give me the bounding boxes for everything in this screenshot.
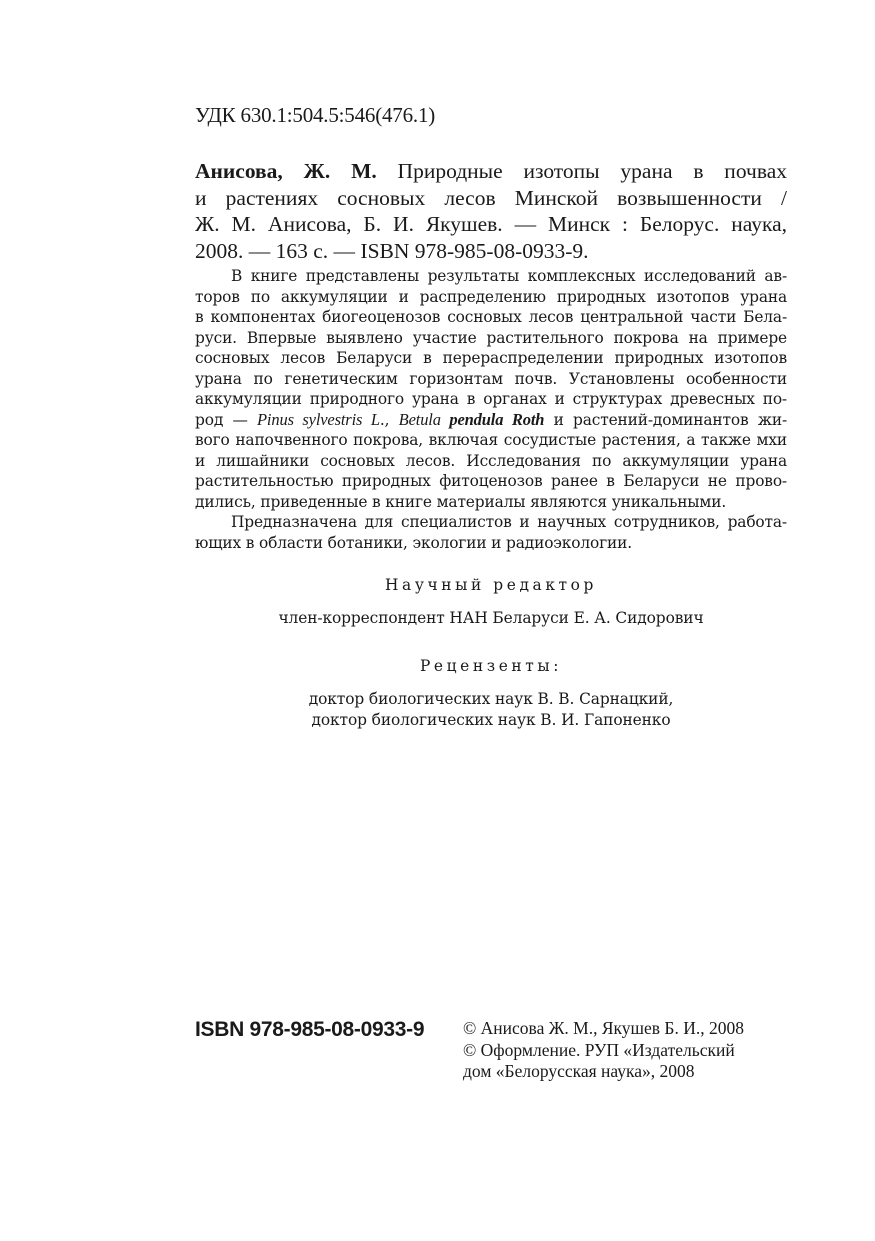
annotation-line: растительностью природных фитоценозов ранее в Беларуси не прово- bbox=[195, 472, 787, 490]
annotation-line: в компонентах биогеоценозов сосновых лесов центральной части Бела- bbox=[195, 308, 787, 326]
isbn-number: ISBN 978-985-08-0933-9 bbox=[195, 1018, 425, 1041]
annotation-line: вого напочвенного покрова, включая сосудистые растения, а также мхи bbox=[195, 431, 787, 449]
copyright-design: © Оформление. РУП «Издательский bbox=[463, 1039, 735, 1060]
species-betula: Betula bbox=[398, 409, 450, 429]
species-pinus: Pinus sylvestris L bbox=[257, 409, 380, 429]
reviewer-2: доктор биологических наук В. И. Гапоненко bbox=[311, 711, 671, 729]
annotation-line: урана по генетическим горизонтам почв. Установлены особенности bbox=[195, 369, 787, 388]
annotation-line: Предназначена для специалистов и научных сотрудников, работа- bbox=[231, 513, 787, 531]
copyright-block bbox=[463, 1018, 744, 1083]
reviewer-1: доктор биологических наук В. В. Сарнацкий, bbox=[308, 690, 674, 708]
annotation-line: дились, приведенные в книге материалы являются уникальными. bbox=[195, 492, 727, 511]
species-pendula: pendula Roth bbox=[449, 409, 545, 429]
annotation-line: и лишайники сосновых лесов. Исследования по аккумуляции урана bbox=[195, 451, 787, 470]
scientific-editor-label: Научный редактор bbox=[385, 576, 597, 594]
biblio-line-3: Ж. М. Анисова, Б. И. Якушев. — Минск : Белорус. наука, bbox=[195, 212, 787, 236]
annotation-text: род — bbox=[195, 410, 257, 429]
annotation-line: торов по аккумуляции и распределению природных изотопов урана bbox=[195, 287, 787, 306]
biblio-line-4: 2008. — 163 с. — ISBN 978-985-08-0933-9. bbox=[195, 238, 589, 263]
annotation-text: ., bbox=[379, 410, 399, 429]
bibliographic-record bbox=[195, 158, 787, 264]
copyright-authors: © Анисова Ж. М., Якушев Б. И., 2008 bbox=[463, 1018, 744, 1038]
udc-code: УДК 630.1:504.5:546(476.1) bbox=[195, 103, 436, 127]
biblio-line-2: и растениях сосновых лесов Минской возвышенности / bbox=[195, 185, 787, 210]
annotation-line: аккумуляции природного урана в органах и структурах древесных по- bbox=[195, 390, 787, 408]
annotation-line: руси. Впервые выявлено участие растительного покрова на примере bbox=[195, 328, 787, 347]
reviewers-label: Рецензенты: bbox=[419, 657, 563, 675]
annotation-line bbox=[195, 410, 787, 431]
biblio-author: Анисова, Ж. М. bbox=[195, 159, 377, 183]
annotation-text: и растений-доминантов жи- bbox=[544, 410, 787, 429]
annotation-line: В книге представлены результаты комплексных исследований ав- bbox=[231, 267, 787, 285]
copyright-publisher: дом «Белорусская наука», 2008 bbox=[463, 1061, 695, 1081]
biblio-line-1 bbox=[195, 158, 787, 185]
annotation bbox=[195, 266, 787, 553]
annotation-line: ющих в области ботаники, экологии и радиоэкологии. bbox=[195, 533, 632, 552]
scientific-editor-name: член-корреспондент НАН Беларуси Е. А. Сидорович bbox=[278, 609, 704, 627]
annotation-line: сосновых лесов Беларуси в перераспределении природных изотопов bbox=[195, 349, 787, 367]
biblio-title-start: Природные изотопы урана в почвах bbox=[376, 159, 787, 183]
